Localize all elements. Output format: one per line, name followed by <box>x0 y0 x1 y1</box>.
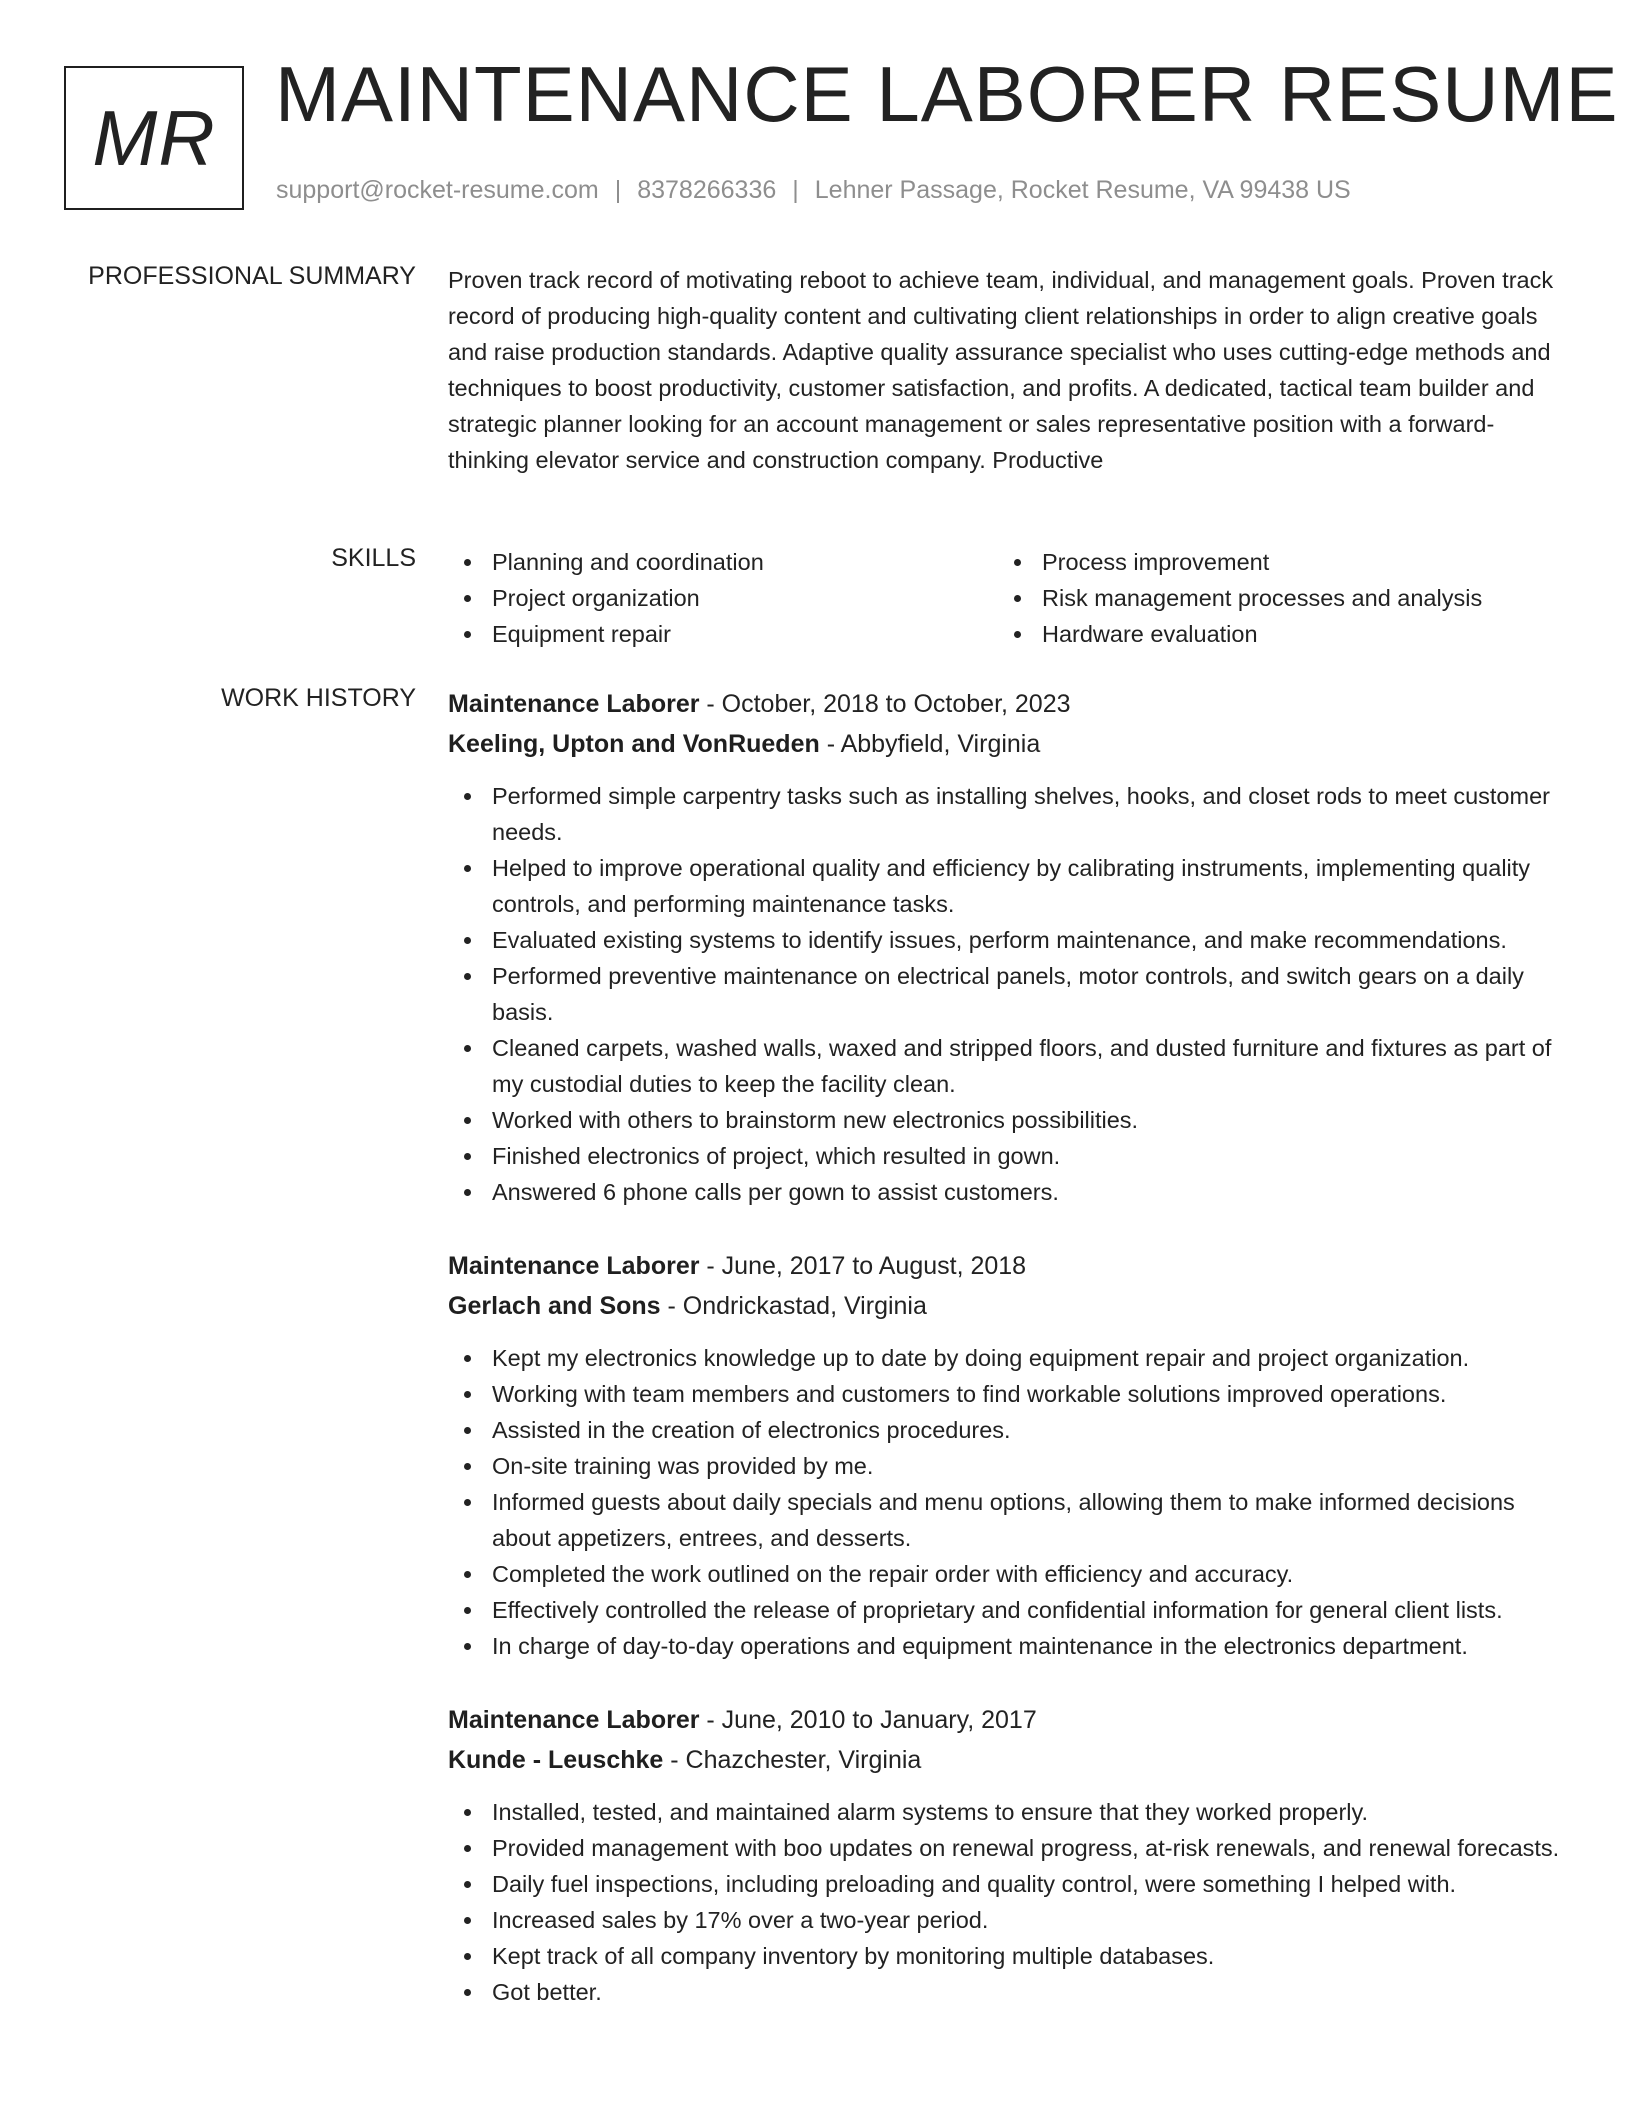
summary-heading: PROFESSIONAL SUMMARY <box>88 262 416 290</box>
job-bullet: Got better. <box>448 1974 1564 2010</box>
job-location: - Chazchester, Virginia <box>663 1746 922 1774</box>
job-bullet: Kept my electronics knowledge up to date by doing equipment repair and project organization. <box>448 1340 1564 1376</box>
job-bullets <box>448 1340 1564 1664</box>
contact-address: Lehner Passage, Rocket Resume, VA 99438 US <box>814 176 1351 204</box>
job-title: Maintenance Laborer <box>448 690 700 718</box>
contact-separator: | <box>792 176 799 204</box>
job-bullet: Increased sales by 17% over a two-year period. <box>448 1902 1564 1938</box>
job-bullet: Completed the work outlined on the repair order with efficiency and accuracy. <box>448 1556 1564 1592</box>
job-bullet: In charge of day-to-day operations and equipment maintenance in the electronics department. <box>448 1628 1564 1664</box>
job-location: - Ondrickastad, Virginia <box>660 1292 927 1320</box>
skill-item: Equipment repair <box>448 616 998 652</box>
job-company: Keeling, Upton and VonRueden <box>448 730 820 758</box>
job-bullet: Installed, tested, and maintained alarm systems to ensure that they worked properly. <box>448 1794 1564 1830</box>
job-title-line <box>448 1700 1564 1740</box>
job-bullet: Provided management with boo updates on renewal progress, at-risk renewals, and renewal forecasts. <box>448 1830 1564 1866</box>
contact-line <box>276 176 1351 205</box>
skill-item: Hardware evaluation <box>998 616 1548 652</box>
job-entry <box>448 1700 1564 2010</box>
job-bullet: Answered 6 phone calls per gown to assist customers. <box>448 1174 1564 1210</box>
summary-text: Proven track record of motivating reboot to achieve team, individual, and management goals. Proven track record of producing high-quality content and cultivating client relationships in order to align creative goals and raise production standards. Adaptive quality assurance specialist who uses cutting-edge methods and techniques to boost productivity, customer satisfaction, and profits. A dedicated, tactical team builder and strategic planner looking for an account management or sales representative position with a forward-thinking elevator service and construction company. Productive <box>448 267 1554 473</box>
job-bullet: Kept track of all company inventory by monitoring multiple databases. <box>448 1938 1564 1974</box>
job-bullet: Working with team members and customers to find workable solutions improved operations. <box>448 1376 1564 1412</box>
job-bullet: On-site training was provided by me. <box>448 1448 1564 1484</box>
job-title: Maintenance Laborer <box>448 1706 700 1734</box>
job-title-line <box>448 1246 1564 1286</box>
monogram-box <box>64 66 244 210</box>
job-company-line <box>448 1286 1564 1326</box>
job-title-line <box>448 684 1564 724</box>
job-company-line <box>448 724 1564 764</box>
job-bullets <box>448 1794 1564 2010</box>
skill-item: Planning and coordination <box>448 544 998 580</box>
job-title: Maintenance Laborer <box>448 1252 700 1280</box>
job-entry <box>448 1246 1564 1664</box>
job-bullet: Effectively controlled the release of proprietary and confidential information for general client lists. <box>448 1592 1564 1628</box>
skill-item: Process improvement <box>998 544 1548 580</box>
job-bullet: Assisted in the creation of electronics procedures. <box>448 1412 1564 1448</box>
skills-heading: SKILLS <box>331 544 416 572</box>
job-entry <box>448 684 1564 1210</box>
job-company: Gerlach and Sons <box>448 1292 661 1320</box>
skill-item: Project organization <box>448 580 998 616</box>
job-bullet: Cleaned carpets, washed walls, waxed and stripped floors, and dusted furniture and fixtures as part of my custodial duties to keep the facility clean. <box>448 1030 1564 1102</box>
skill-item: Risk management processes and analysis <box>998 580 1548 616</box>
resume-title: MAINTENANCE LABORER RESUME <box>275 50 1619 138</box>
contact-separator: | <box>614 176 622 204</box>
job-dates: - June, 2010 to January, 2017 <box>699 1706 1037 1734</box>
job-bullet: Daily fuel inspections, including preloading and quality control, were something I helped with. <box>448 1866 1564 1902</box>
monogram-initials: MR <box>92 93 216 182</box>
job-bullet: Helped to improve operational quality and efficiency by calibrating instruments, implementing quality controls, and performing maintenance tasks. <box>448 850 1564 922</box>
skills-column-left <box>448 544 998 652</box>
skills-list <box>448 544 1564 652</box>
work-history-heading: WORK HISTORY <box>221 684 416 712</box>
job-bullet: Worked with others to brainstorm new electronics possibilities. <box>448 1102 1564 1138</box>
job-bullet: Performed simple carpentry tasks such as installing shelves, hooks, and closet rods to meet customer needs. <box>448 778 1564 850</box>
job-bullet: Performed preventive maintenance on electrical panels, motor controls, and switch gears on a daily basis. <box>448 958 1564 1030</box>
skills-column-right <box>998 544 1548 652</box>
job-company: Kunde - Leuschke <box>448 1746 664 1774</box>
contact-email: support@rocket-resume.com <box>276 176 599 204</box>
job-bullets <box>448 778 1564 1210</box>
job-location: - Abbyfield, Virginia <box>819 730 1041 758</box>
job-bullet: Evaluated existing systems to identify issues, perform maintenance, and make recommendations. <box>448 922 1564 958</box>
job-bullet: Finished electronics of project, which resulted in gown. <box>448 1138 1564 1174</box>
job-bullet: Informed guests about daily specials and menu options, allowing them to make informed decisions about appetizers, entrees, and desserts. <box>448 1484 1564 1556</box>
job-dates: - October, 2018 to October, 2023 <box>699 690 1071 718</box>
job-dates: - June, 2017 to August, 2018 <box>699 1252 1027 1280</box>
contact-phone: 8378266336 <box>637 176 777 204</box>
job-company-line <box>448 1740 1564 1780</box>
